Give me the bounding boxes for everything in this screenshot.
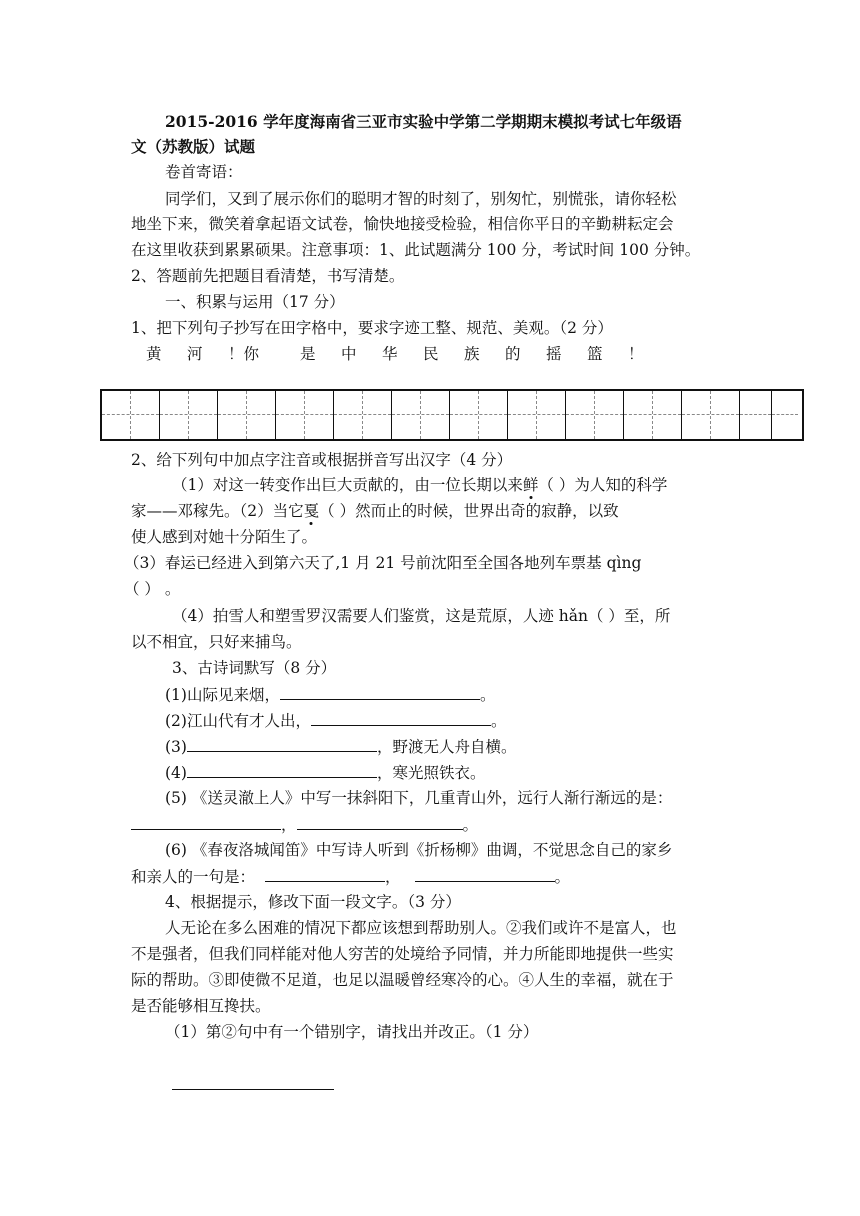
answer-blank[interactable] xyxy=(131,814,281,830)
q2-line-3: 使人感到对她十分陌生了。 xyxy=(131,528,318,546)
q2-line-7: 以不相宜，只好来捕鸟。 xyxy=(131,633,302,651)
q3-item-5: (5) 《送灵澈上人》中写一抹斜阳下，几重青山外，远行人渐行渐远的是： xyxy=(165,789,673,807)
copy-char: 篮 xyxy=(587,345,603,363)
answer-blank[interactable] xyxy=(172,1089,334,1090)
grid-cell[interactable] xyxy=(508,391,566,439)
grid-cell[interactable] xyxy=(450,391,508,439)
q4-sub-1: （1）第②句中有一个错别字，请找出并改正。（1 分） xyxy=(165,1023,539,1041)
copy-char: 中 xyxy=(341,345,357,363)
intro-line-1: 同学们，又到了展示你们的聪明才智的时刻了，别匆忙，别慌张，请你轻松 xyxy=(165,190,677,208)
q3-item-3: (3) ，野渡无人舟自横。 xyxy=(165,738,517,756)
question-3: 3、古诗词默写（8 分） xyxy=(172,659,337,677)
q3-item-4: (4) ，寒光照铁衣。 xyxy=(165,764,486,782)
grid-cell[interactable] xyxy=(740,391,772,439)
copy-char: 摇 xyxy=(546,345,562,363)
title-line-2: 文（苏教版）试题 xyxy=(131,137,256,156)
q3-item-5-blanks: ， 。 xyxy=(131,814,478,835)
question-1: 1、把下列句子抄写在田字格中，要求字迹工整、规范、美观。（2 分） xyxy=(131,319,613,337)
section-1-heading: 一、积累与运用（17 分） xyxy=(165,293,345,311)
intro-line-3: 在这里收获到累累硕果。注意事项：1、此试题满分 100 分，考试时间 100 分钟。 xyxy=(131,241,701,259)
q4-para-1: 人无论在多么困难的情况下都应该想到帮助别人。②我们或许不是富人，也 xyxy=(165,919,677,937)
q2-line-4: （3）春运已经进入到第六天了,1 月 21 号前沈阳至全国各地列车票基 qìng xyxy=(124,554,642,572)
grid-cell[interactable] xyxy=(102,391,160,439)
q2-line-2: 家——邓稼先。（2）当它戛（ ）然而止的时候，世界出奇的寂静，以致 xyxy=(131,502,619,520)
q2-line-6: （4）拍雪人和塑雪罗汉需要人们鉴赏，这是荒原，人迹 hǎn（ ）至，所 xyxy=(172,607,671,625)
intro-line-2: 地坐下来，微笑着拿起语文试卷，愉快地接受检验，相信你平日的辛勤耕耘定会 xyxy=(131,215,674,233)
grid-cell[interactable] xyxy=(334,391,392,439)
answer-blank[interactable] xyxy=(187,736,377,752)
q4-para-4: 是否能够相互搀扶。 xyxy=(131,997,271,1015)
q2-line-1: （1）对这一转变作出巨大贡献的，由一位长期以来鲜（ ）为人知的科学 xyxy=(172,476,668,494)
grid-cell[interactable] xyxy=(772,391,798,439)
intro-heading: 卷首寄语： xyxy=(165,163,243,181)
copy-char: 河 xyxy=(187,345,203,363)
question-2: 2、给下列句中加点字注音或根据拼音写出汉字（4 分） xyxy=(131,451,513,469)
question-4: 4、根据提示，修改下面一段文字。（3 分） xyxy=(165,893,461,911)
answer-blank[interactable] xyxy=(265,866,385,882)
q4-para-3: 际的帮助。③即使微不足道，也足以温暖曾经寒冷的心。④人生的幸福，就在于 xyxy=(131,971,674,989)
copy-char: ！ xyxy=(628,345,644,363)
grid-cell[interactable] xyxy=(566,391,624,439)
dotted-char: 戛 xyxy=(303,502,320,520)
copy-char: 黄 xyxy=(146,345,162,363)
copy-sentence xyxy=(146,344,669,364)
grid-cell[interactable] xyxy=(160,391,218,439)
grid-cell[interactable] xyxy=(624,391,682,439)
copy-char: 是 xyxy=(300,345,316,363)
q3-item-6: (6) 《春夜洛城闻笛》中写诗人听到《折杨柳》曲调，不觉思念自己的家乡 xyxy=(165,841,673,859)
grid-cell[interactable] xyxy=(276,391,334,439)
answer-blank[interactable] xyxy=(415,866,555,882)
intro-line-4: 2、答题前先把题目看清楚，书写清楚。 xyxy=(131,267,405,285)
answer-blank[interactable] xyxy=(297,814,463,830)
q3-item-6-blanks: 和亲人的一句是： ， 。 xyxy=(131,868,571,886)
q3-item-2: (2)江山代有才人出， 。 xyxy=(165,712,507,730)
answer-blank[interactable] xyxy=(187,762,377,778)
title-line-1: 2015-2016 学年度海南省三亚市实验中学第二学期期末模拟考试七年级语 xyxy=(165,112,682,131)
grid-cell[interactable] xyxy=(682,391,740,439)
copy-char: 民 xyxy=(423,345,439,363)
copy-char: 华 xyxy=(382,345,398,363)
answer-blank[interactable] xyxy=(280,684,480,700)
grid-cell[interactable] xyxy=(218,391,276,439)
tianzige-grid[interactable] xyxy=(100,389,804,441)
grid-cell[interactable] xyxy=(392,391,450,439)
copy-char: 族 xyxy=(464,345,480,363)
q2-line-5: （ ） 。 xyxy=(124,580,181,598)
dotted-char: 鲜 xyxy=(522,476,539,494)
copy-char: 的 xyxy=(505,345,521,363)
q4-para-2: 不是强者，但我们同样能对他人穷苦的处境给予同情，并力所能即地提供一些实 xyxy=(131,945,674,963)
q3-item-1: (1)山际见来烟， 。 xyxy=(165,686,496,704)
copy-char: ！你 xyxy=(228,345,260,363)
answer-blank[interactable] xyxy=(311,710,491,726)
